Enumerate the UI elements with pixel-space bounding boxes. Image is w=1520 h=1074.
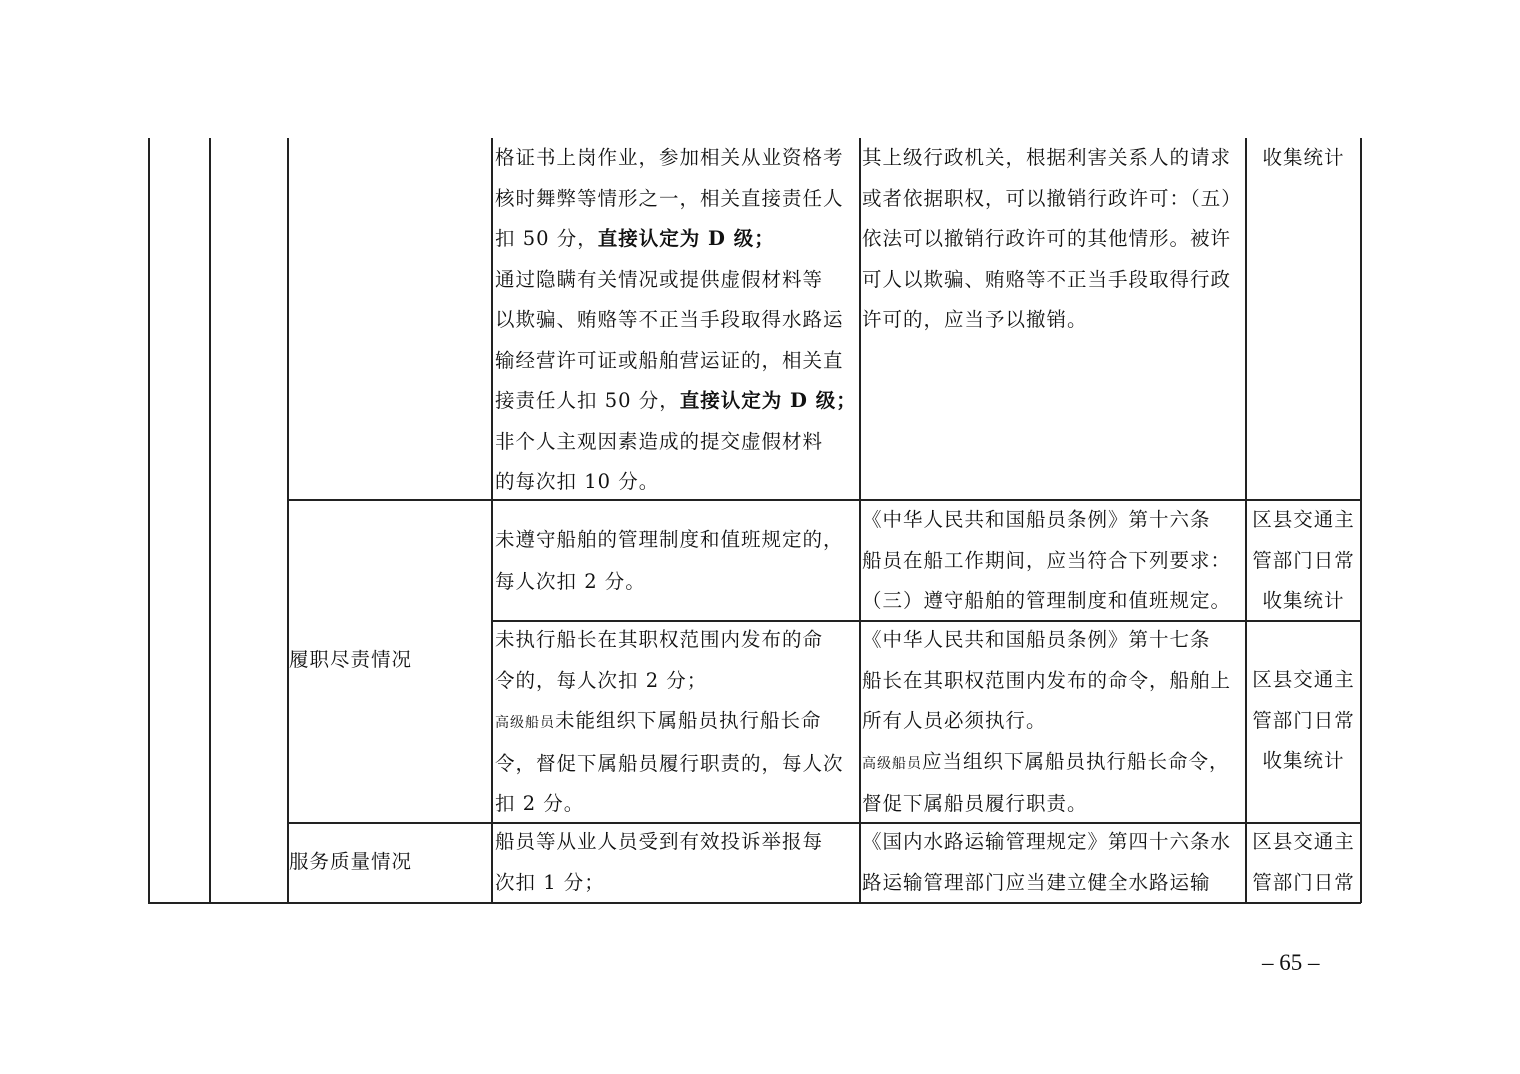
criteria-line: 令的，每人次扣 2 分； <box>495 668 708 692</box>
criteria-line <box>495 300 859 341</box>
regulation-table <box>148 138 1361 903</box>
legal-basis-cell: 《国内水路运输管理规定》第四十六条水 路运输管理部门应当建立健全水路运输 <box>862 830 1232 894</box>
criteria-text: 通过隐瞒有关情况或提供虚假材料等 <box>495 267 824 291</box>
criteria-line: 扣 2 分。 <box>495 792 585 815</box>
criteria-line: 令，督促下属船员履行职责的，每人次 <box>495 751 844 775</box>
department-cell: 收集统计 <box>1262 146 1345 169</box>
criteria-text: 核时舞弊等情形之一，相关直接责任人 <box>495 186 844 210</box>
column-divider <box>287 138 289 903</box>
legal-basis-cell <box>862 620 1246 825</box>
criteria-line <box>495 701 859 744</box>
column-divider <box>209 138 211 903</box>
criteria-line <box>495 381 859 422</box>
bold-text: 直接认定为 D 级； <box>679 389 857 412</box>
criteria-line <box>495 260 859 301</box>
criteria-text: 未能组织下属船员执行船长命 <box>555 709 822 732</box>
criteria-line <box>495 422 859 463</box>
table-border-left <box>148 138 150 903</box>
table-border-right <box>1360 138 1362 903</box>
basis-text: 应当组织下属船员执行船长命令， <box>922 749 1230 773</box>
criteria-text: 非个人主观因素造成的提交虚假材料 <box>495 429 824 453</box>
criteria-text: 输经营许可证或船舶营运证的，相关直 <box>495 348 844 372</box>
column-divider <box>491 138 493 903</box>
category-label: 服务质量情况 <box>289 850 413 873</box>
basis-line: 督促下属船员履行职责。 <box>862 792 1088 815</box>
criteria-text: 接责任人扣 50 分， <box>495 389 680 412</box>
basis-line <box>862 742 1246 785</box>
department-cell: 区县交通主 管部门日常 收集统计 <box>1252 508 1355 612</box>
small-text: 高级船员 <box>862 755 922 772</box>
criteria-line <box>495 462 859 503</box>
small-text: 高级船员 <box>495 715 555 731</box>
criteria-cell: 船员等从业人员受到有效投诉举报每 次扣 1 分； <box>495 830 824 894</box>
criteria-cell <box>495 620 859 825</box>
department-cell: 区县交通主 管部门日常 <box>1252 830 1355 894</box>
criteria-text: 以欺骗、贿赂等不正当手段取得水路运 <box>495 308 844 331</box>
criteria-line <box>495 179 859 220</box>
criteria-cell: 未遵守船舶的管理制度和值班规定的， 每人次扣 2 分。 <box>495 528 844 593</box>
column-divider <box>859 138 861 903</box>
department-cell: 区县交通主 管部门日常 收集统计 <box>1252 668 1355 772</box>
criteria-line <box>495 219 859 260</box>
criteria-line: 未执行船长在其职权范围内发布的命 <box>495 628 824 651</box>
legal-basis-cell: 其上级行政机关，根据利害关系人的请求 或者依据职权，可以撤销行政许可：（五） 依法可以撤销行政许可的其他情形。被许 可人以欺骗、贿赂等不正当手段取得行政 许可的，应当予以撤销。 <box>862 146 1242 331</box>
basis-line: 所有人员必须执行。 <box>862 709 1047 732</box>
criteria-cell <box>495 138 859 503</box>
basis-line: 船长在其职权范围内发布的命令，船舶上 <box>862 668 1232 692</box>
criteria-text: 格证书上岗作业，参加相关从业资格考 <box>495 146 844 169</box>
criteria-text: 扣 50 分， <box>495 227 598 250</box>
category-label: 履职尽责情况 <box>289 648 413 671</box>
bold-text: 直接认定为 D 级； <box>597 227 775 250</box>
basis-line: 《中华人民共和国船员条例》第十七条 <box>862 628 1211 651</box>
criteria-text: 的每次扣 10 分。 <box>495 470 660 493</box>
page-number: – 65 – <box>1262 950 1320 975</box>
criteria-line <box>495 341 859 382</box>
legal-basis-cell: 《中华人民共和国船员条例》第十六条 船员在船工作期间，应当符合下列要求： （三）遵守船舶的管理制度和值班规定。 <box>862 508 1232 612</box>
criteria-line <box>495 138 859 179</box>
